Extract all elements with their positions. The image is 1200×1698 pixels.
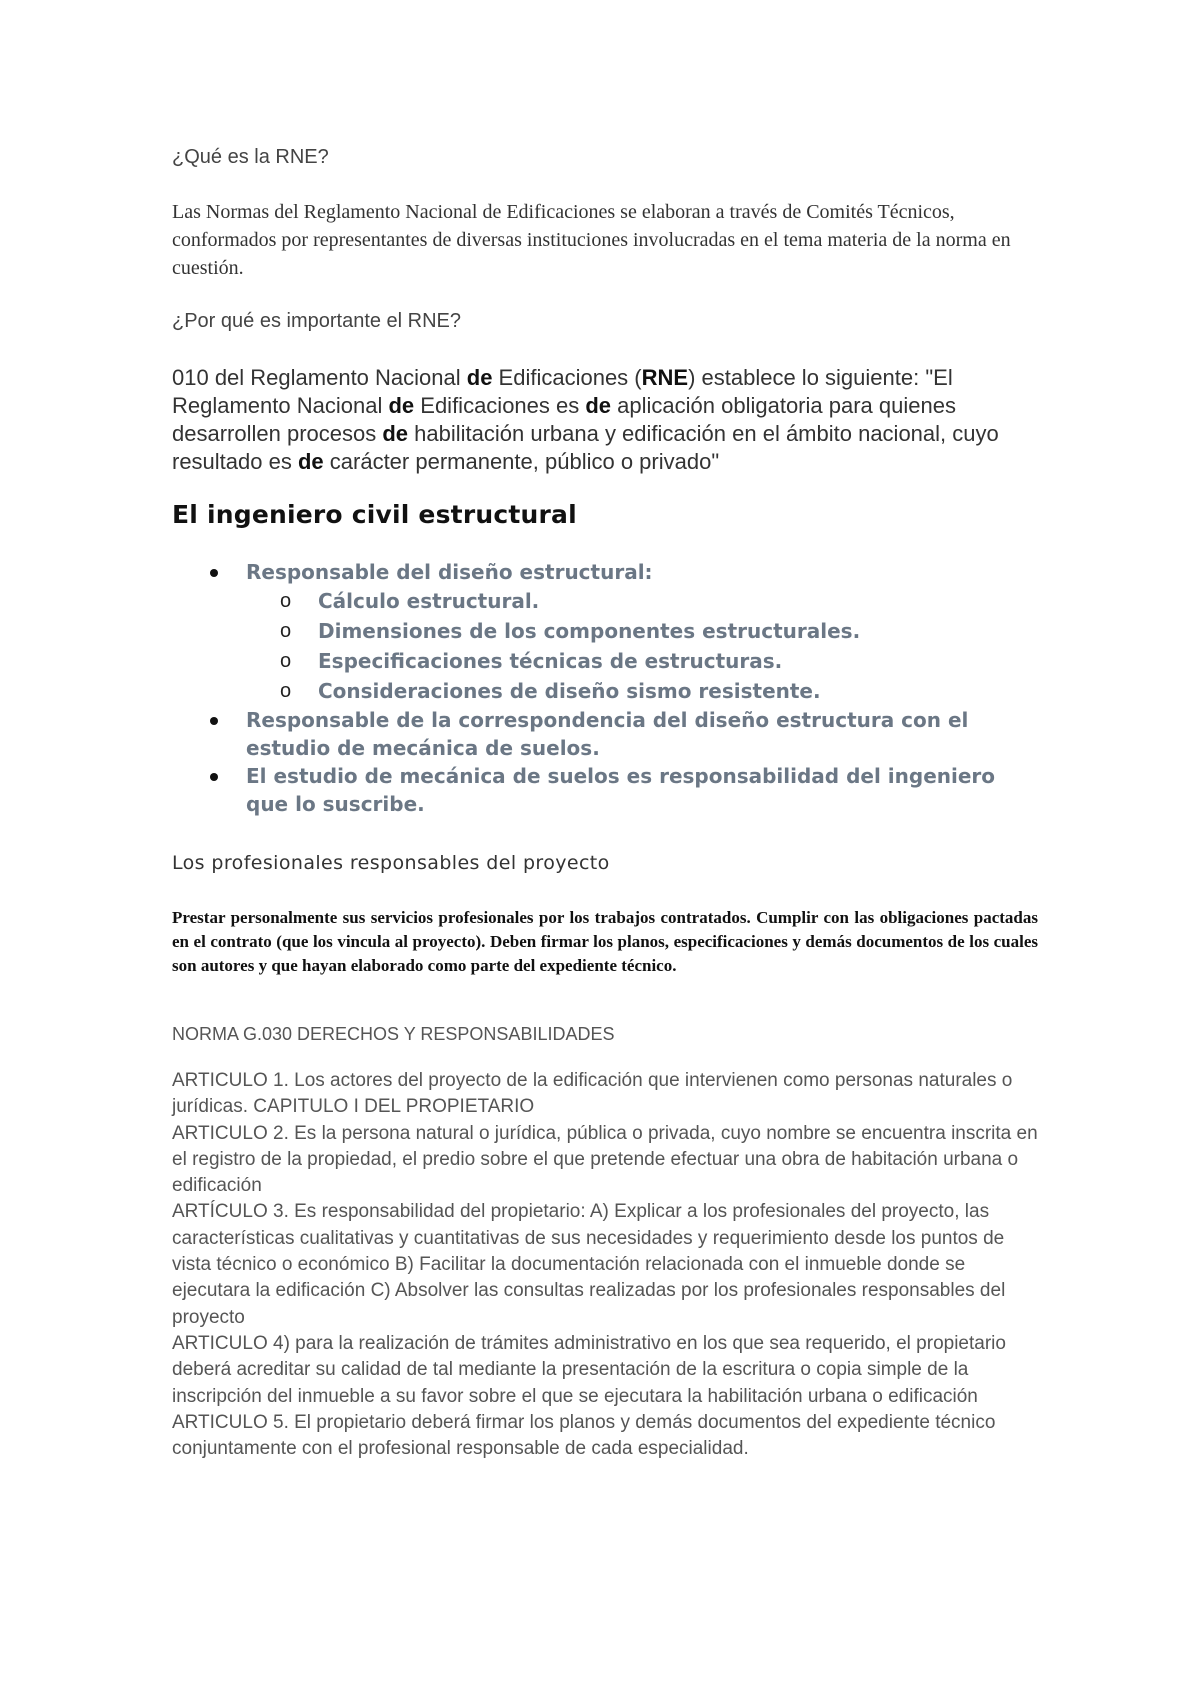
bold-run: de (466, 365, 493, 390)
sub-list-item (172, 676, 1038, 706)
heading-civil-engineer: El ingeniero civil estructural (172, 500, 577, 529)
question-what-is-rne: ¿Qué es la RNE? (172, 146, 329, 168)
sub-list-item-text: Especificaciones técnicas de estructuras. (318, 649, 783, 673)
text-run: ) establece lo siguiente: "El Reglamento Nacional (172, 365, 953, 418)
article-4: ARTICULO 4) para la realización de trámites administrativo en los que sea requerido, el propietario deberá acreditar su calidad de tal mediante la presentación de la escritura o copia simple de la inscripción del inmueble a su favor sobre el que se ejecutara la habilitación urbana o edificación (172, 1332, 1006, 1407)
responsibilities-list (172, 558, 1038, 818)
text-run: aplicación obligatoria para quienes desarrollen procesos (172, 393, 956, 446)
text-run: carácter permanente, público o privado" (323, 449, 720, 474)
paragraph-rne-definition: Las Normas del Reglamento Nacional de Edificaciones se elaboran a través de Comités Técnicos, conformados por representantes de diversas instituciones involucradas en el tema materia de la norma en cuestión. (172, 201, 1011, 279)
text-run: 010 del Reglamento Nacional (172, 365, 467, 390)
sub-list-item-text: Dimensiones de los componentes estructurales. (318, 619, 861, 643)
sub-list-item-text: Consideraciones de diseño sismo resistente. (318, 679, 821, 703)
bold-run: RNE (641, 365, 689, 390)
bullet-icon (210, 773, 218, 781)
list-item (172, 762, 1038, 818)
list-item (172, 706, 1038, 762)
bold-run: de (585, 393, 612, 418)
paragraph-professional-duties: Prestar personalmente sus servicios profesionales por los trabajos contratados. Cumplir con las obligaciones pactadas en el contrato (que los vincula al proyecto). Deben firmar los planos, especificaciones y demás documentos de los cuales son autores y que hayan elaborado como parte del expediente técnico. (172, 908, 1038, 975)
text-run: Edificaciones ( (492, 365, 642, 390)
bullet-icon (210, 717, 218, 725)
list-item-text: El estudio de mecánica de suelos es responsabilidad del ingeniero que lo suscribe. (246, 764, 996, 816)
sub-list-item (172, 616, 1038, 646)
bold-run: de (388, 393, 415, 418)
circle-bullet-icon: o (280, 680, 292, 702)
heading-norma-g030: NORMA G.030 DERECHOS Y RESPONSABILIDADES (172, 1024, 615, 1044)
sub-list-item-text: Cálculo estructural. (318, 589, 540, 613)
bold-run: de (382, 421, 409, 446)
sub-list-item (172, 646, 1038, 676)
article-2: ARTICULO 2. Es la persona natural o jurídica, pública o privada, cuyo nombre se encuentra inscrita en el registro de la propiedad, el predio sobre el que pretende efectuar una obra de habitación urbana o edificación (172, 1122, 1038, 1197)
circle-bullet-icon: o (280, 590, 292, 612)
list-item-text: Responsable de la correspondencia del diseño estructura con el estudio de mecánica de suelos. (246, 708, 969, 760)
article-1: ARTICULO 1. Los actores del proyecto de la edificación que intervienen como personas naturales o jurídicas. CAPITULO I DEL PROPIETARIO (172, 1070, 1013, 1118)
circle-bullet-icon: o (280, 620, 292, 642)
text-run: Edificaciones es (414, 393, 586, 418)
paragraph-rne-importance (172, 364, 1038, 476)
list-item (172, 558, 1038, 586)
articles-block (172, 1068, 1038, 1462)
bullet-icon (210, 569, 218, 577)
circle-bullet-icon: o (280, 650, 292, 672)
sub-list-item (172, 586, 1038, 616)
heading-responsible-professionals: Los profesionales responsables del proyecto (172, 852, 610, 874)
list-item-text: Responsable del diseño estructural: (246, 560, 653, 584)
bold-run: de (297, 449, 324, 474)
article-5: ARTICULO 5. El propietario deberá firmar los planos y demás documentos del expediente técnico conjuntamente con el profesional responsable de cada especialidad. (172, 1411, 996, 1460)
question-why-important: ¿Por qué es importante el RNE? (172, 310, 462, 332)
article-3: ARTÍCULO 3. Es responsabilidad del propietario: A) Explicar a los profesionales del proyecto, las características cualitativas y cuantitativas de sus necesidades y requerimiento desde los puntos de vista técnico o económico B) Facilitar la documentación relacionada con el inmueble donde se ejecutara la edificación C) Absolver las consultas realizadas por los profesionales responsables del proyecto (172, 1201, 1006, 1328)
text-run: habilitación urbana y edificación en el ámbito nacional, cuyo resultado es (172, 421, 999, 474)
